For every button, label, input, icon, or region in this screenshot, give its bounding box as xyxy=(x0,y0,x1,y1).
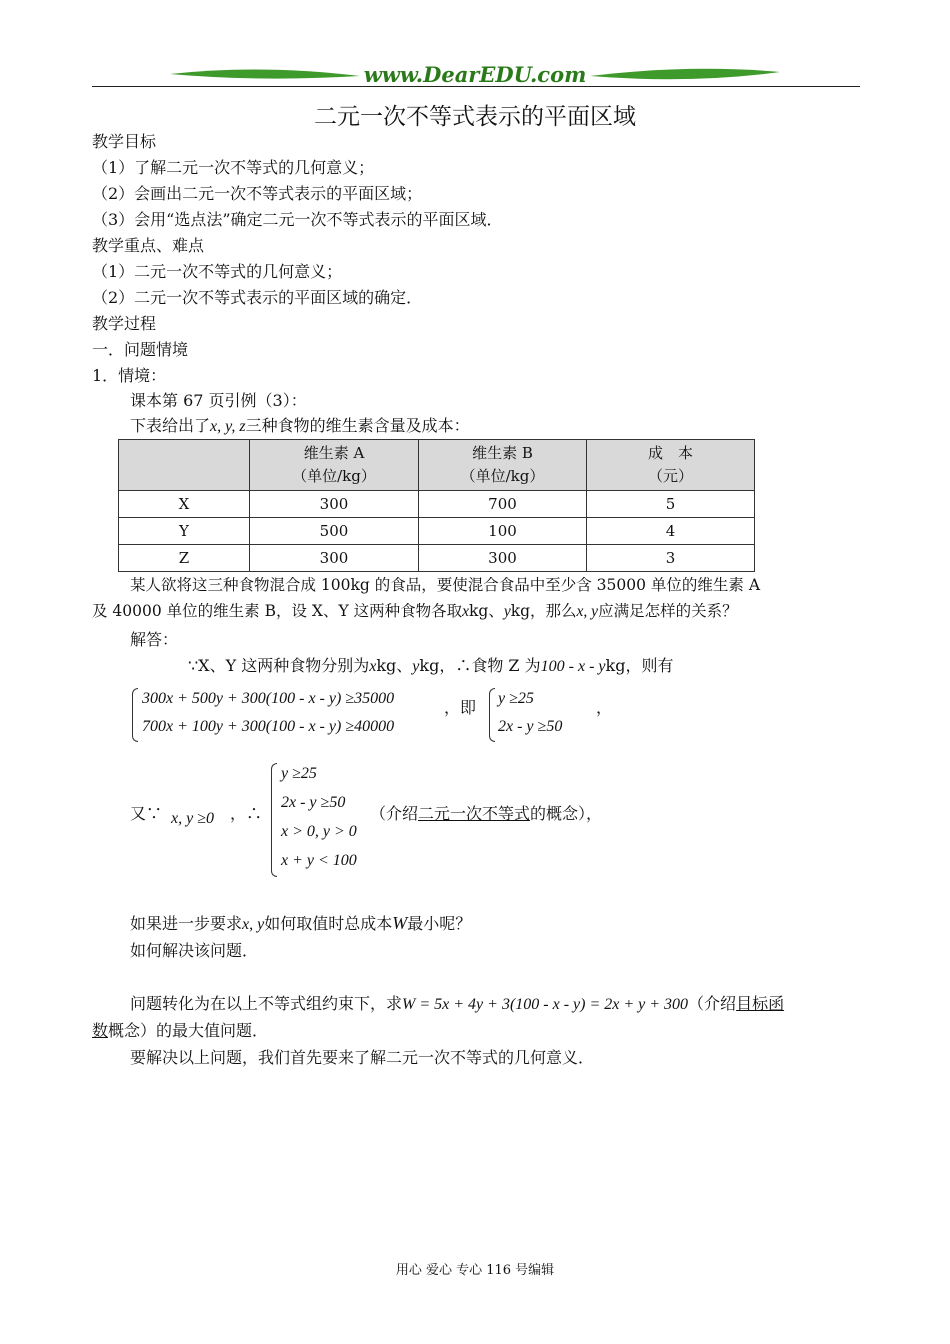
table-header-cell: 维生素 A （单位/kg） xyxy=(250,440,419,491)
site-logo-text: www.DearEDU.com xyxy=(363,62,587,87)
key-points-heading: 教学重点、难点 xyxy=(92,236,205,255)
table-row xyxy=(119,491,755,518)
table-cell: 300 xyxy=(419,545,587,572)
inequality: x > 0, y > 0 xyxy=(281,823,357,840)
key-point-item: （1）二元一次不等式的几何意义； xyxy=(92,262,343,281)
section-heading: 一．问题情境 xyxy=(92,340,189,359)
table-header-cell: 成 本 （元） xyxy=(587,440,755,491)
table-cell: X xyxy=(119,491,250,518)
table-intro: 下表给出了x, y, z三种食物的维生素含量及成本： xyxy=(130,416,470,435)
sub-heading: 1．情境： xyxy=(92,366,167,385)
inequality: 2x - y ≥50 xyxy=(498,718,563,735)
table-cell: Z xyxy=(119,545,250,572)
table-header-cell xyxy=(119,440,250,491)
answer-because: ∵X、Y 这两种食物分别为xkg、ykg，∴食物 Z 为100 - x - ykg，则有 xyxy=(188,656,674,675)
vitamin-table xyxy=(118,439,755,572)
objective-item: （2）会画出二元一次不等式表示的平面区域； xyxy=(92,184,423,203)
inequality: 2x - y ≥50 xyxy=(281,794,346,811)
table-cell: 3 xyxy=(587,545,755,572)
table-cell: 100 xyxy=(419,518,587,545)
punctuation: ， xyxy=(596,698,613,717)
inequality: x, y ≥0 xyxy=(171,810,214,827)
inequality: y ≥25 xyxy=(281,765,317,782)
key-point-item: （2）二元一次不等式表示的平面区域的确定． xyxy=(92,288,423,307)
table-cell: 300 xyxy=(250,545,419,572)
problem-line: 及 40000 单位的维生素 B，设 X、Y 这两种食物各取xkg、ykg，那么x, y应满足怎样的关系？ xyxy=(92,602,738,620)
answer-label: 解答： xyxy=(130,630,179,649)
further-question: 如果进一步要求x, y如何取值时总成本W最小呢？ xyxy=(130,913,472,933)
inequality: 300x + 500y + 300(100 - x - y) ≥35000 xyxy=(142,690,395,707)
how-to-solve: 如何解决该问题． xyxy=(130,941,259,960)
inequality: x + y < 100 xyxy=(281,852,357,869)
brace xyxy=(271,763,277,877)
concept-note: （介绍二元一次不等式的概念）， xyxy=(370,804,603,823)
textbook-ref: 课本第 67 页引例（3）： xyxy=(130,391,307,410)
therefore-text: ，∴ xyxy=(230,804,263,823)
table-cell: 4 xyxy=(587,518,755,545)
equivalence-text: ，即 xyxy=(444,698,477,717)
process-heading: 教学过程 xyxy=(92,314,157,333)
closing-line: 要解决以上问题，我们首先要来了解二元一次不等式的几何意义． xyxy=(130,1048,595,1067)
table-row xyxy=(119,518,755,545)
problem-conversion-cont: 数概念）的最大值问题． xyxy=(92,1021,269,1040)
problem-line: 某人欲将这三种食物混合成 100kg 的食品，要使混合食品中至少含 35000 单位的维生素 A xyxy=(130,576,761,594)
table-row xyxy=(119,545,755,572)
objectives-heading: 教学目标 xyxy=(92,132,157,151)
table-cell: 5 xyxy=(587,491,755,518)
brace xyxy=(489,688,495,742)
brace xyxy=(132,688,138,742)
table-cell: Y xyxy=(119,518,250,545)
objective-item: （1）了解二元一次不等式的几何意义； xyxy=(92,158,375,177)
page-title: 二元一次不等式表示的平面区域 xyxy=(314,104,636,130)
problem-conversion: 问题转化为在以上不等式组约束下，求W = 5x + 4y + 3(100 - x - y) = 2x + y + 300（介绍目标函 xyxy=(130,994,785,1013)
table-cell: 700 xyxy=(419,491,587,518)
objective-item: （3）会用“选点法”确定二元一次不等式表示的平面区域． xyxy=(92,210,503,229)
inequality: y ≥25 xyxy=(498,690,534,707)
inequality: 700x + 100y + 300(100 - x - y) ≥40000 xyxy=(142,718,395,735)
also-because: 又∵ xyxy=(130,804,163,823)
header-rule xyxy=(92,86,860,87)
table-header-cell: 维生素 B （单位/kg） xyxy=(419,440,587,491)
page-footer: 用心 爱心 专心 116 号编辑 xyxy=(395,1263,555,1278)
table-cell: 300 xyxy=(250,491,419,518)
table-cell: 500 xyxy=(250,518,419,545)
